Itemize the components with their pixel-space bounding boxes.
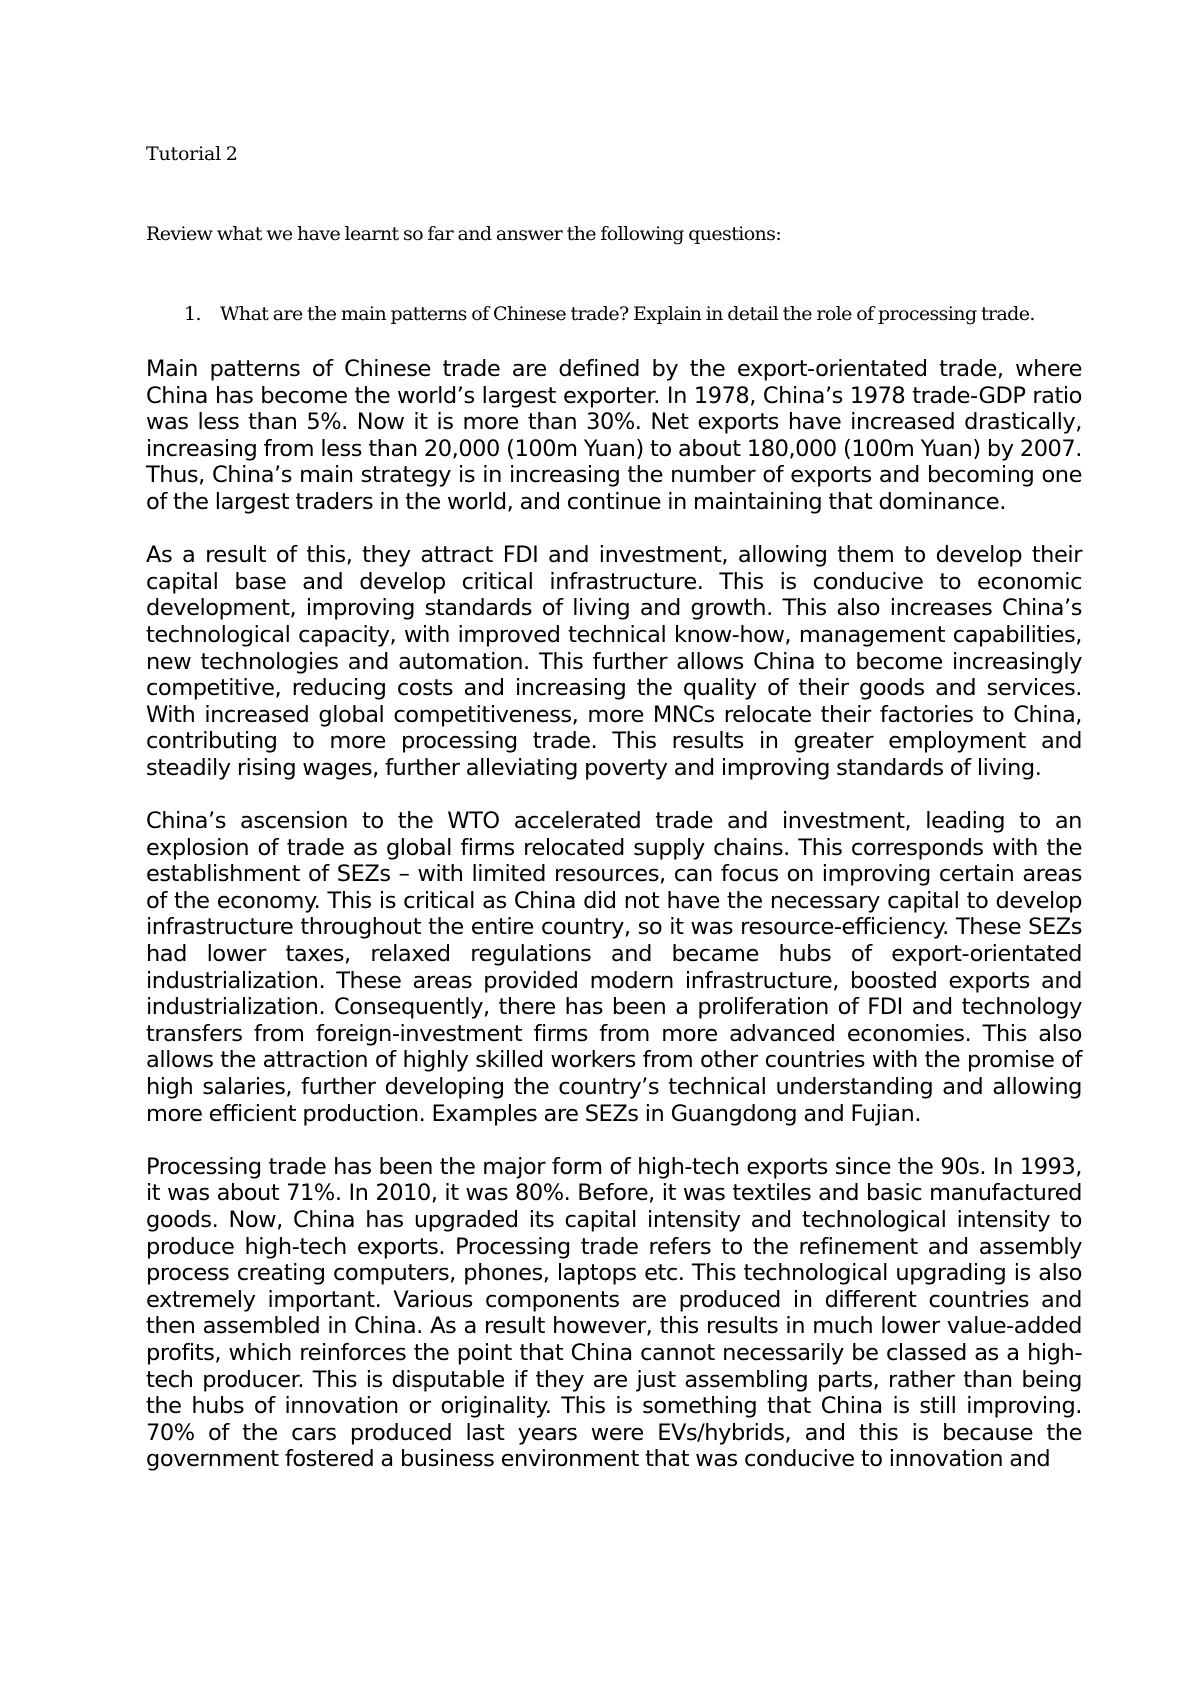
answer-paragraph-3: China’s ascension to the WTO accelerated trade and investment, leading to an explosion of trade as global firms relocated supply chains. This corresponds with the establishment of SEZs – with limited resources, can focus on improving certain areas of the economy. This is critical as China did not have the necessary capital to develop infrastructure throughout the entire country, so it was resource-efficiency. These SEZs had lower taxes, relaxed regulations and became hubs of export-orientated industrialization. These areas provided modern infrastructure, boosted exports and industrialization. Consequently, there has been a proliferation of FDI and technology transfers from foreign-investment firms from more advanced economies. This also allows the attraction of highly skilled workers from other countries with the promise of high salaries, further developing the country’s technical understanding and allowing more efficient production. Examples are SEZs in Guangdong and Fujian. [146,808,1082,1127]
question-1 [184,302,1035,326]
question-number: 1. [184,303,201,325]
document-title: Tutorial 2 [146,143,238,165]
answer-paragraph-1: Main patterns of Chinese trade are defined by the export-orientated trade, where China has become the world’s largest exporter. In 1978, China’s 1978 trade-GDP ratio was less than 5%. Now it is more than 30%. Net exports have increased drastically, increasing from less than 20,000 (100m Yuan) to about 180,000 (100m Yuan) by 2007. Thus, China’s main strategy is in increasing the number of exports and becoming one of the largest traders in the world, and continue in maintaining that dominance. [146,356,1082,515]
answer-paragraph-2: As a result of this, they attract FDI and investment, allowing them to develop their capital base and develop critical infrastructure. This is conducive to economic development, improving standards of living and growth. This also increases China’s technological capacity, with improved technical know-how, management capabilities, new technologies and automation. This further allows China to become increasingly competitive, reducing costs and increasing the quality of their goods and services. With increased global competitiveness, more MNCs relocate their factories to China, contributing to more processing trade. This results in greater employment and steadily rising wages, further alleviating poverty and improving standards of living. [146,542,1082,781]
answer-body [146,356,1082,1500]
intro-instruction: Review what we have learnt so far and answer the following questions: [146,223,782,245]
question-text: What are the main patterns of Chinese trade? Explain in detail the role of processing trade. [220,303,1035,325]
answer-paragraph-4: Processing trade has been the major form of high-tech exports since the 90s. In 1993, it was about 71%. In 2010, it was 80%. Before, it was textiles and basic manufactured goods. Now, China has upgraded its capital intensity and technological intensity to produce high-tech exports. Processing trade refers to the refinement and assembly process creating computers, phones, laptops etc. This technological upgrading is also extremely important. Various components are produced in different countries and then assembled in China. As a result however, this results in much lower value-added profits, which reinforces the point that China cannot necessarily be classed as a high-tech producer. This is disputable if they are just assembling parts, rather than being the hubs of innovation or originality. This is something that China is still improving. 70% of the cars produced last years were EVs/hybrids, and this is because the government fostered a business environment that was conducive to innovation and [146,1153,1082,1473]
